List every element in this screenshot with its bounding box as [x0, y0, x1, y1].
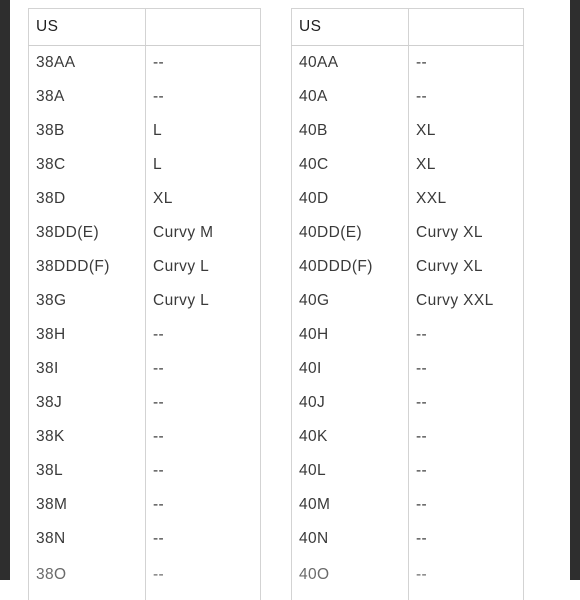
left-frame-edge: [0, 0, 10, 580]
fit-size-cell: --: [409, 352, 524, 386]
size-table-40: [291, 8, 524, 600]
fit-size-cell: XXL: [409, 182, 524, 216]
table-row: [292, 386, 524, 420]
table-row: [29, 80, 261, 114]
table-row: [292, 556, 524, 600]
fit-size-cell: --: [146, 488, 261, 522]
fit-size-cell: --: [409, 386, 524, 420]
fit-size-cell: XL: [146, 182, 261, 216]
table-row: [29, 148, 261, 182]
fit-size-cell: --: [146, 522, 261, 556]
fit-size-cell: --: [409, 46, 524, 81]
fit-size-cell: --: [409, 454, 524, 488]
table-row: [292, 318, 524, 352]
us-size-cell: 40J: [292, 386, 409, 420]
us-size-cell: 40C: [292, 148, 409, 182]
fit-size-cell: --: [146, 454, 261, 488]
fit-size-cell: --: [409, 488, 524, 522]
us-size-cell: 38AA: [29, 46, 146, 81]
table-row: [29, 420, 261, 454]
size-table-38: [28, 8, 261, 600]
table-row: [29, 284, 261, 318]
header-us: US: [292, 9, 409, 46]
fit-size-cell: Curvy M: [146, 216, 261, 250]
header-fit: [409, 9, 524, 46]
table-row: [29, 182, 261, 216]
us-size-cell: 40B: [292, 114, 409, 148]
us-size-cell: 40O: [292, 556, 409, 600]
fit-size-cell: --: [146, 420, 261, 454]
us-size-cell: 40M: [292, 488, 409, 522]
us-size-cell: 38A: [29, 80, 146, 114]
table-row: [29, 488, 261, 522]
us-size-cell: 38D: [29, 182, 146, 216]
header-us: US: [29, 9, 146, 46]
us-size-cell: 40D: [292, 182, 409, 216]
us-size-cell: 38I: [29, 352, 146, 386]
us-size-cell: 38B: [29, 114, 146, 148]
table-row: [29, 522, 261, 556]
fit-size-cell: L: [146, 114, 261, 148]
table-body: [292, 46, 524, 600]
us-size-cell: 40DD(E): [292, 216, 409, 250]
us-size-cell: 38N: [29, 522, 146, 556]
us-size-cell: 38O: [29, 556, 146, 600]
fit-size-cell: --: [146, 80, 261, 114]
table-row: [292, 80, 524, 114]
fit-size-cell: Curvy XL: [409, 216, 524, 250]
table-body: [29, 46, 261, 600]
table-row: [292, 148, 524, 182]
us-size-cell: 40K: [292, 420, 409, 454]
us-size-cell: 38M: [29, 488, 146, 522]
table-row: [29, 318, 261, 352]
table-row: [29, 46, 261, 81]
fit-size-cell: --: [146, 46, 261, 81]
us-size-cell: 40L: [292, 454, 409, 488]
fit-size-cell: --: [146, 318, 261, 352]
us-size-cell: 40AA: [292, 46, 409, 81]
fit-size-cell: --: [409, 420, 524, 454]
table-row: [292, 182, 524, 216]
table-row: [292, 420, 524, 454]
table-row: [292, 522, 524, 556]
fit-size-cell: Curvy L: [146, 250, 261, 284]
us-size-cell: 38L: [29, 454, 146, 488]
table-row: [29, 386, 261, 420]
us-size-cell: 38G: [29, 284, 146, 318]
fit-size-cell: --: [409, 556, 524, 600]
us-size-cell: 38DDD(F): [29, 250, 146, 284]
right-frame-edge: [570, 0, 580, 580]
table-row: [292, 454, 524, 488]
table-row: [292, 284, 524, 318]
fit-size-cell: --: [146, 386, 261, 420]
fit-size-cell: Curvy XL: [409, 250, 524, 284]
table-header-row: [292, 9, 524, 46]
us-size-cell: 40A: [292, 80, 409, 114]
us-size-cell: 38K: [29, 420, 146, 454]
us-size-cell: 38C: [29, 148, 146, 182]
us-size-cell: 40H: [292, 318, 409, 352]
fit-size-cell: --: [409, 522, 524, 556]
us-size-cell: 40G: [292, 284, 409, 318]
us-size-cell: 38DD(E): [29, 216, 146, 250]
table-row: [292, 216, 524, 250]
table-row: [292, 352, 524, 386]
fit-size-cell: --: [146, 556, 261, 600]
table-header-row: [29, 9, 261, 46]
fit-size-cell: XL: [409, 114, 524, 148]
us-size-cell: 40I: [292, 352, 409, 386]
table-row: [292, 114, 524, 148]
table-row: [29, 454, 261, 488]
fit-size-cell: --: [409, 80, 524, 114]
table-row: [292, 488, 524, 522]
table-row: [292, 250, 524, 284]
us-size-cell: 40DDD(F): [292, 250, 409, 284]
fit-size-cell: Curvy L: [146, 284, 261, 318]
table-row: [29, 352, 261, 386]
table-row: [29, 250, 261, 284]
header-fit: [146, 9, 261, 46]
fit-size-cell: L: [146, 148, 261, 182]
table-row: [29, 216, 261, 250]
table-row: [29, 114, 261, 148]
us-size-cell: 38H: [29, 318, 146, 352]
fit-size-cell: Curvy XXL: [409, 284, 524, 318]
us-size-cell: 40N: [292, 522, 409, 556]
table-row: [292, 46, 524, 81]
table-row: [29, 556, 261, 600]
fit-size-cell: --: [409, 318, 524, 352]
us-size-cell: 38J: [29, 386, 146, 420]
fit-size-cell: XL: [409, 148, 524, 182]
fit-size-cell: --: [146, 352, 261, 386]
